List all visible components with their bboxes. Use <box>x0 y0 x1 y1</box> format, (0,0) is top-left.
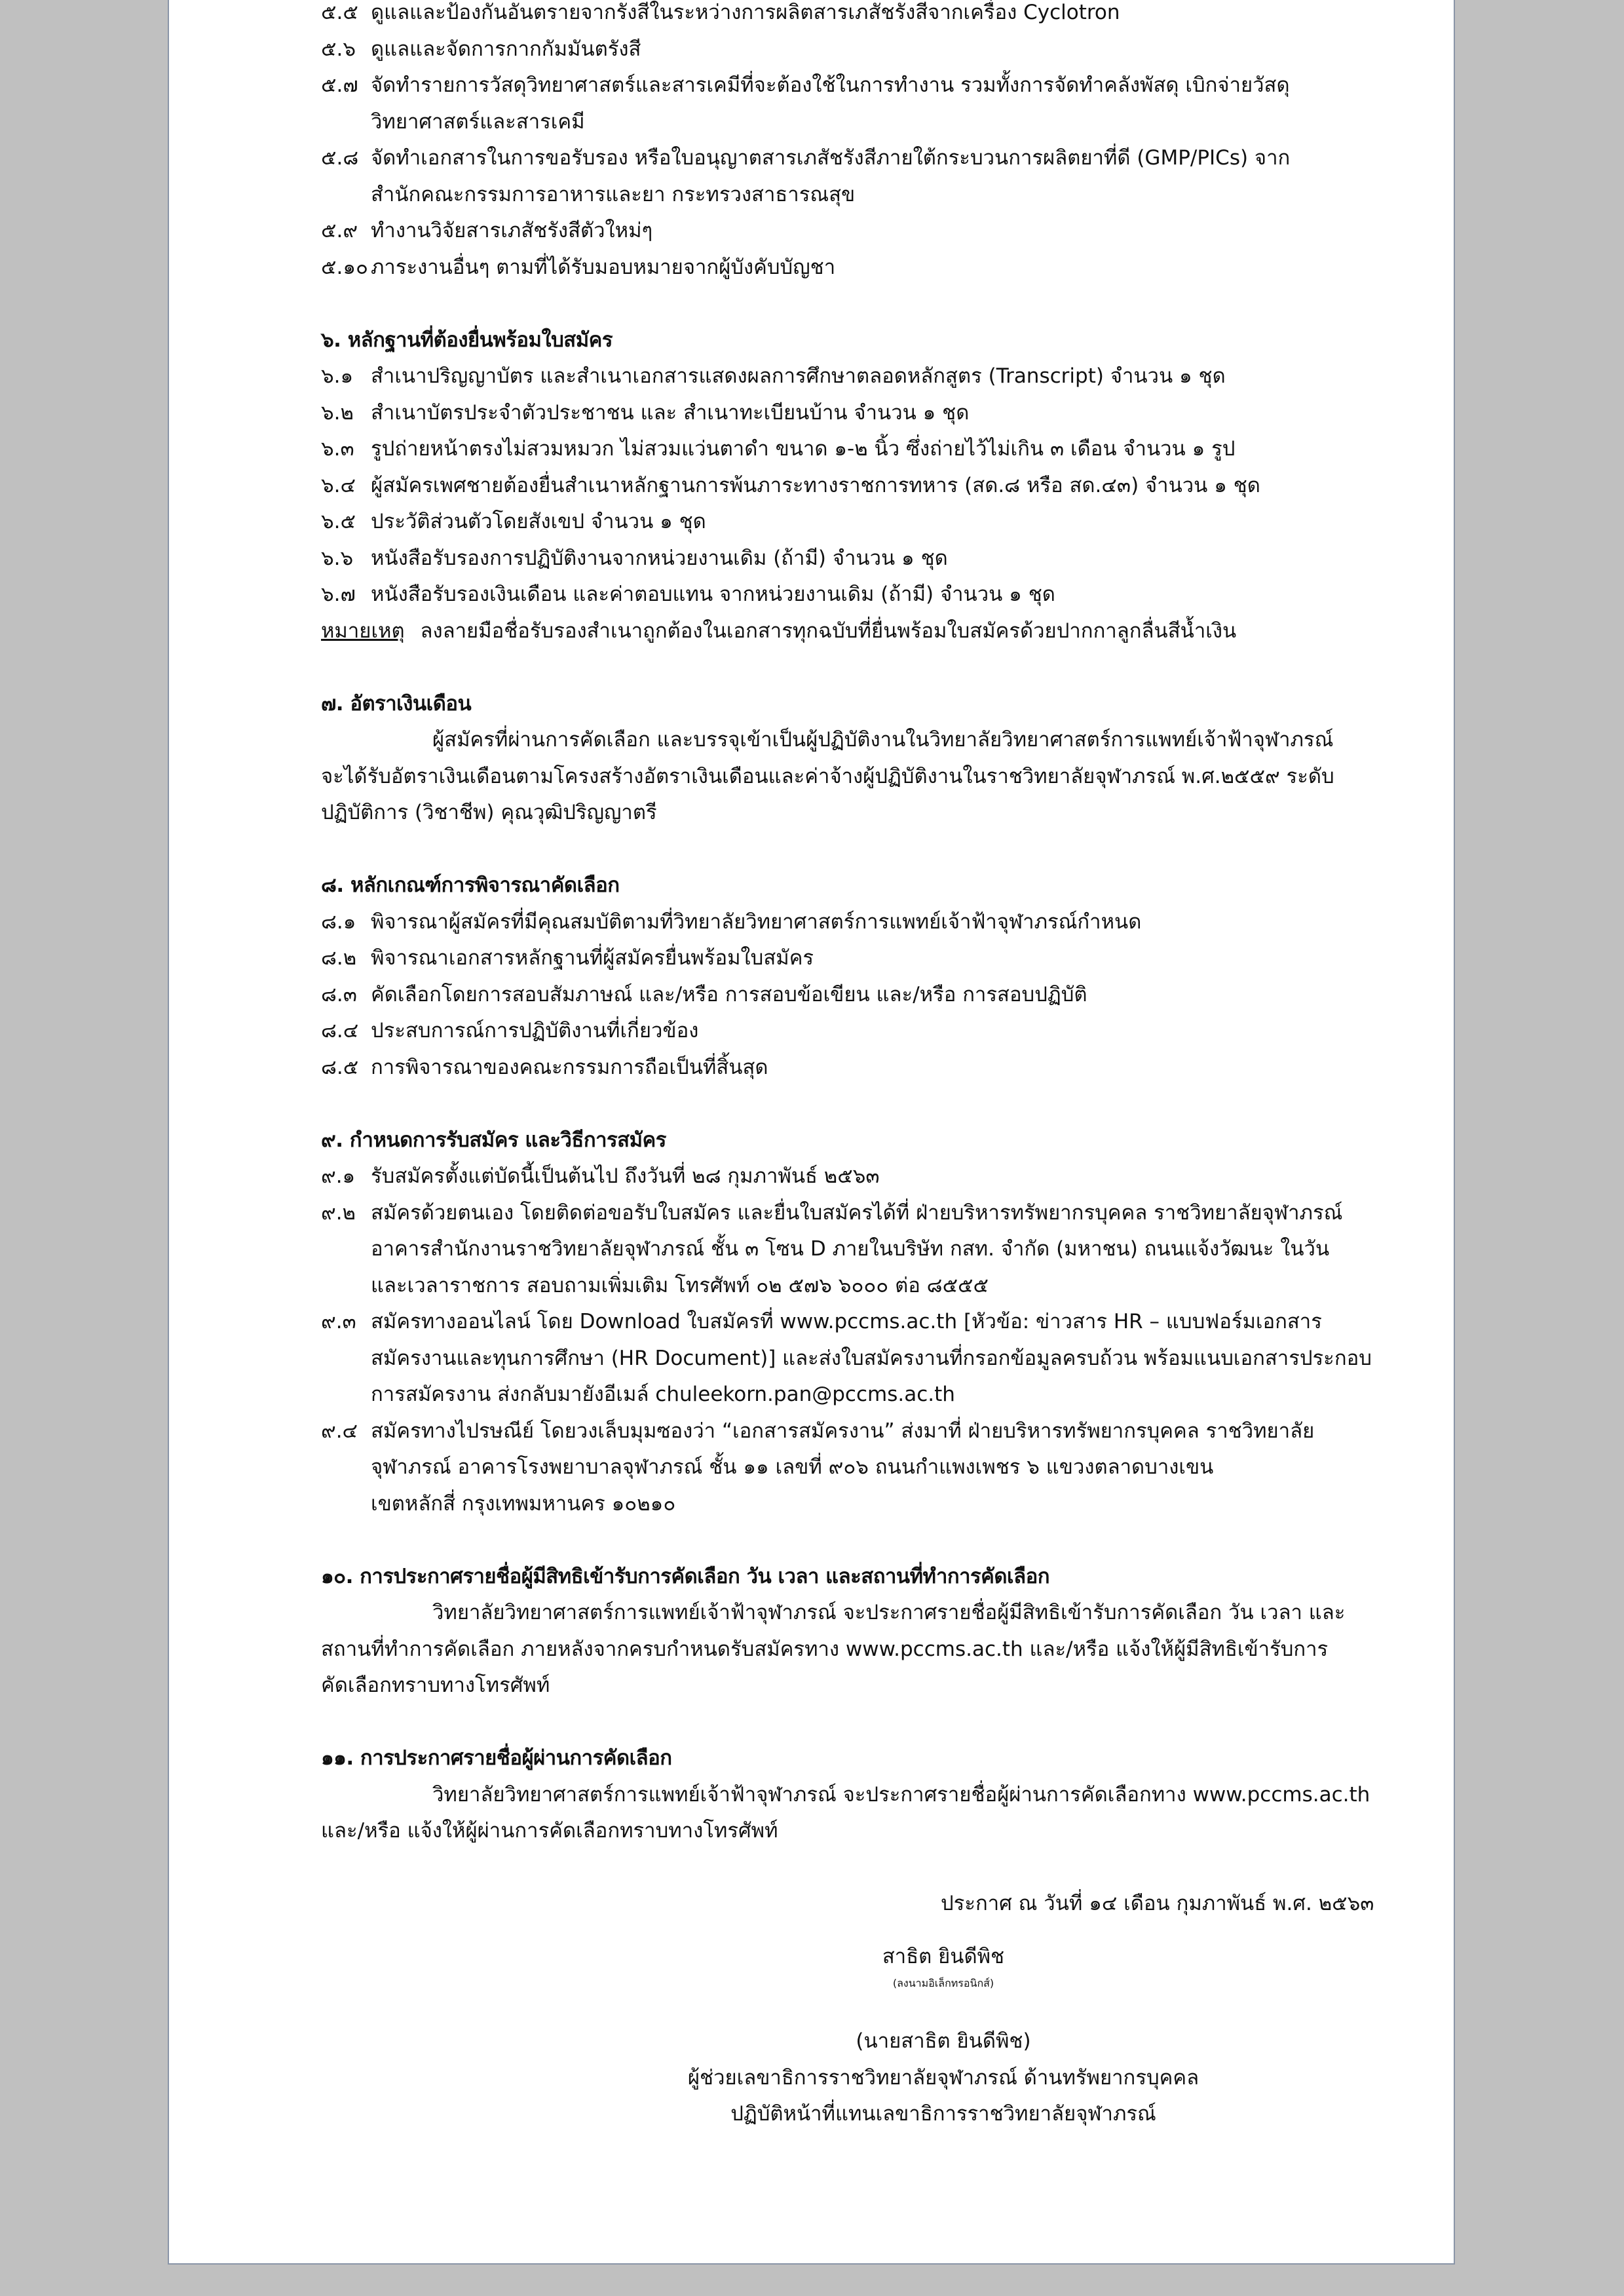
paragraph-line: ผู้สมัครที่ผ่านการคัดเลือก และบรรจุเข้าเป็นผู้ปฏิบัติงานในวิทยาลัยวิทยาศาสตร์การแพทย์เจ้าฟ้าจุฬาภรณ์ <box>432 728 1334 752</box>
item-text: ดูแลและป้องกันอันตรายจากรังสีในระหว่างการผลิตสารเภสัชรังสีจากเครื่อง Cyclotron <box>371 1 1120 24</box>
signer-block <box>321 1939 1382 1993</box>
item-text: การพิจารณาของคณะกรรมการถือเป็นที่สิ้นสุด <box>371 1055 768 1079</box>
item-text: จัดทำเอกสารในการขอรับรอง หรือใบอนุญาตสารเภสัชรังสีภายใต้กระบวนการผลิตยาที่ดี (GMP/PICs) จาก <box>371 146 1291 170</box>
list-item <box>321 1013 1382 1050</box>
section-6 <box>321 322 1382 650</box>
spacer <box>321 1704 1382 1741</box>
list-item <box>321 395 1382 432</box>
item-continuation: และเวลาราชการ สอบถามเพิ่มเติม โทรศัพท์ ๐๒ ๕๗๖ ๖๐๐๐ ต่อ ๘๕๕๕ <box>371 1273 989 1297</box>
item-text: พิจารณาผู้สมัครที่มีคุณสมบัติตามที่วิทยาลัยวิทยาศาสตร์การแพทย์เจ้าฟ้าจุฬาภรณ์กำหนด <box>371 909 1142 934</box>
item-number: ๘.๒ <box>321 946 357 970</box>
note-label: หมายเหตุ <box>321 619 405 643</box>
item-number: ๙.๒ <box>321 1200 356 1225</box>
item-continuation: สมัครงานและทุนการศึกษา (HR Document)] และส่งใบสมัครงานที่กรอกข้อมูลครบถ้วน พร้อมแนบเอกสารประกอบ <box>371 1346 1372 1370</box>
paragraph-line: วิทยาลัยวิทยาศาสตร์การแพทย์เจ้าฟ้าจุฬาภรณ์ จะประกาศรายชื่อผู้มีสิทธิเข้ารับการคัดเลือก วัน เวลา และ <box>432 1601 1346 1624</box>
paragraph-line: และ/หรือ แจ้งให้ผู้ผ่านการคัดเลือกทราบทางโทรศัพท์ <box>321 1819 778 1843</box>
item-number: ๖.๑ <box>321 364 354 388</box>
item-number: ๙.๓ <box>321 1310 356 1333</box>
paragraph-line: จะได้รับอัตราเงินเดือนตามโครงสร้างอัตราเงินเดือนและค่าจ้างผู้ปฏิบัติงานในราชวิทยาลัยจุฬาภรณ์ พ.ศ.๒๕๕๙ ระดับ <box>321 764 1334 788</box>
item-number: ๘.๓ <box>321 982 357 1006</box>
list-item <box>321 0 1382 31</box>
item-text: ทำงานวิจัยสารเภสัชรังสีตัวใหม่ๆ <box>371 219 653 242</box>
item-number: ๖.๖ <box>321 546 354 570</box>
item-text: สมัครทางออนไลน์ โดย Download ใบสมัครที่ www.pccms.ac.th [หัวข้อ: ข่าวสาร HR – แบบฟอร์มเอกสาร <box>371 1310 1322 1333</box>
spacer <box>321 649 1382 686</box>
list-item <box>321 504 1382 541</box>
paragraph-line: สถานที่ทำการคัดเลือก ภายหลังจากครบกำหนดรับสมัครทาง www.pccms.ac.th และ/หรือ แจ้งให้ผู้มีสิทธิเข้ารับการ <box>321 1637 1329 1661</box>
spacer <box>321 1086 1382 1122</box>
item-number: ๖.๒ <box>321 400 354 425</box>
document-page <box>168 0 1455 2265</box>
list-item <box>321 1050 1382 1086</box>
section-heading: ๑๑. การประกาศรายชื่อผู้ผ่านการคัดเลือก <box>321 1746 672 1770</box>
signed-name: สาธิต ยินดีพิช <box>882 1944 1005 1968</box>
item-text: สมัครด้วยตนเอง โดยติดต่อขอรับใบสมัคร และยื่นใบสมัครได้ที่ ฝ่ายบริหารทรัพยากรบุคคล ราชวิทยาลัยจุฬาภรณ์ <box>371 1200 1343 1225</box>
announcement-date: ประกาศ ณ วันที่ ๑๔ เดือน กุมภาพันธ์ พ.ศ. ๒๕๖๓ <box>941 1892 1374 1915</box>
section-heading: ๖. หลักฐานที่ต้องยื่นพร้อมใบสมัคร <box>321 328 613 352</box>
item-number: ๕.๖ <box>321 37 356 61</box>
note-line <box>321 613 1382 650</box>
list-item <box>321 1195 1382 1232</box>
paragraph-line: วิทยาลัยวิทยาศาสตร์การแพทย์เจ้าฟ้าจุฬาภรณ์ จะประกาศรายชื่อผู้ผ่านการคัดเลือกทาง www.pccms.ac.th <box>432 1782 1370 1807</box>
section-5-list <box>321 0 1382 286</box>
item-text: รับสมัครตั้งแต่บัดนี้เป็นต้นไป ถึงวันที่ ๒๘ กุมภาพันธ์ ๒๕๖๓ <box>371 1164 880 1188</box>
section-9 <box>321 1122 1382 1523</box>
section-10 <box>321 1559 1382 1704</box>
item-text: ประวัติส่วนตัวโดยสังเขป จำนวน ๑ ชุด <box>371 510 706 533</box>
item-text: สำเนาปริญญาบัตร และสำเนาเอกสารแสดงผลการศึกษาตลอดหลักสูตร (Transcript) จำนวน ๑ ชุด <box>371 364 1226 388</box>
list-item <box>321 541 1382 577</box>
item-number: ๘.๕ <box>321 1055 359 1079</box>
signer-position-2: ปฏิบัติหน้าที่แทนเลขาธิการราชวิทยาลัยจุฬาภรณ์ <box>730 2102 1156 2126</box>
list-item <box>321 1158 1382 1195</box>
item-text: ประสบการณ์การปฏิบัติงานที่เกี่ยวข้อง <box>371 1019 699 1043</box>
item-continuation: จุฬาภรณ์ อาคารโรงพยาบาลจุฬาภรณ์ ชั้น ๑๑ เลขที่ ๙๐๖ ถนนกำแพงเพชร ๖ แขวงตลาดบางเขน <box>371 1455 1214 1479</box>
electronic-signature-note: (ลงนามอิเล็กทรอนิกส์) <box>892 1977 994 1989</box>
item-text: จัดทำรายการวัสดุวิทยาศาสตร์และสารเคมีที่จะต้องใช้ในการทำงาน รวมทั้งการจัดทำคลังพัสดุ เบิกจ่ายวัสดุ <box>371 73 1290 97</box>
signer-full-name: (นายสาธิต ยินดีพิช) <box>856 2029 1031 2053</box>
list-item <box>321 1413 1382 1450</box>
item-text: ผู้สมัครเพศชายต้องยื่นสำเนาหลักฐานการพ้นภาระทางราชการทหาร (สด.๘ หรือ สด.๔๓) จำนวน ๑ ชุด <box>371 473 1260 497</box>
item-number: ๕.๘ <box>321 146 359 170</box>
document-content <box>321 0 1382 2133</box>
item-number: ๖.๔ <box>321 473 356 497</box>
item-number: ๕.๕ <box>321 1 358 24</box>
item-number: ๕.๙ <box>321 219 358 242</box>
list-item <box>321 431 1382 468</box>
item-text: ภาระงานอื่นๆ ตามที่ได้รับมอบหมายจากผู้บังคับบัญชา <box>371 255 836 279</box>
item-number: ๖.๗ <box>321 583 356 606</box>
list-item <box>321 940 1382 977</box>
list-item <box>321 140 1382 177</box>
section-heading: ๙. กำหนดการรับสมัคร และวิธีการสมัคร <box>321 1128 666 1152</box>
item-text: หนังสือรับรองการปฏิบัติงานจากหน่วยงานเดิม (ถ้ามี) จำนวน ๑ ชุด <box>371 546 948 570</box>
note-text: ลงลายมือชื่อรับรองสำเนาถูกต้องในเอกสารทุกฉบับที่ยื่นพร้อมใบสมัครด้วยปากกาลูกลื่นสีน้ำเงิน <box>420 619 1237 643</box>
item-text: สมัครทางไปรษณีย์ โดยวงเล็บมุมซองว่า “เอกสารสมัครงาน” ส่งมาที่ ฝ่ายบริหารทรัพยากรบุคคล ราชวิทยาลัย <box>371 1419 1315 1443</box>
item-continuation: การสมัครงาน ส่งกลับมายังอีเมล์ chuleekorn.pan@pccms.ac.th <box>371 1383 955 1406</box>
item-number: ๙.๔ <box>321 1419 358 1443</box>
spacer <box>321 1850 1382 1886</box>
item-text: หนังสือรับรองเงินเดือน และค่าตอบแทน จากหน่วยงานเดิม (ถ้ามี) จำนวน ๑ ชุด <box>371 583 1055 606</box>
list-item <box>321 577 1382 613</box>
spacer <box>321 832 1382 868</box>
section-8 <box>321 868 1382 1086</box>
list-item <box>321 1304 1382 1341</box>
item-text: พิจารณาเอกสารหลักฐานที่ผู้สมัครยื่นพร้อมใบสมัคร <box>371 946 814 970</box>
list-item <box>321 67 1382 104</box>
item-continuation: อาคารสำนักงานราชวิทยาลัยจุฬาภรณ์ ชั้น ๓ โซน D ภายในบริษัท กสท. จำกัด (มหาชน) ถนนแจ้งวัฒนะ ในวัน <box>371 1237 1330 1261</box>
section-heading: ๘. หลักเกณฑ์การพิจารณาคัดเลือก <box>321 873 620 897</box>
list-item <box>321 250 1382 286</box>
item-text: คัดเลือกโดยการสอบสัมภาษณ์ และ/หรือ การสอบข้อเขียน และ/หรือ การสอบปฏิบัติ <box>371 982 1087 1006</box>
item-text: ดูแลและจัดการกากกัมมันตรังสี <box>371 37 641 61</box>
list-item <box>321 977 1382 1014</box>
list-item <box>321 468 1382 505</box>
item-continuation: เขตหลักสี่ กรุงเทพมหานคร ๑๐๒๑๐ <box>371 1491 676 1516</box>
item-continuation: วิทยาศาสตร์และสารเคมี <box>371 109 585 134</box>
item-number: ๖.๓ <box>321 437 354 461</box>
spacer <box>321 286 1382 322</box>
item-number: ๕.๑๐ <box>321 255 368 279</box>
section-11 <box>321 1740 1382 1850</box>
signer-position-1: ผู้ช่วยเลขาธิการราชวิทยาลัยจุฬาภรณ์ ด้านทรัพยากรบุคคล <box>687 2065 1199 2090</box>
item-number: ๖.๕ <box>321 510 356 533</box>
item-number: ๘.๑ <box>321 909 356 934</box>
list-item <box>321 358 1382 395</box>
list-item <box>321 904 1382 941</box>
paragraph-line: คัดเลือกทราบทางโทรศัพท์ <box>321 1674 550 1697</box>
item-number: ๙.๑ <box>321 1164 356 1188</box>
item-text: สำเนาบัตรประจำตัวประชาชน และ สำเนาทะเบียนบ้าน จำนวน ๑ ชุด <box>371 400 970 425</box>
list-item <box>321 31 1382 68</box>
item-number: ๕.๗ <box>321 73 358 97</box>
item-continuation: สำนักคณะกรรมการอาหารและยา กระทรวงสาธารณสุข <box>371 182 856 206</box>
paragraph-line: ปฏิบัติการ (วิชาชีพ) คุณวุฒิปริญญาตรี <box>321 801 657 824</box>
section-heading: ๑๐. การประกาศรายชื่อผู้มีสิทธิเข้ารับการคัดเลือก วัน เวลา และสถานที่ทำการคัดเลือก <box>321 1564 1050 1588</box>
item-text: รูปถ่ายหน้าตรงไม่สวมหมวก ไม่สวมแว่นตาดำ ขนาด ๑-๒ นิ้ว ซึ่งถ่ายไว้ไม่เกิน ๓ เดือน จำนวน ๑ รูป <box>371 437 1236 461</box>
signature-block <box>321 1886 1382 2133</box>
item-number: ๘.๔ <box>321 1019 359 1043</box>
section-heading: ๗. อัตราเงินเดือน <box>321 691 472 716</box>
spacer <box>321 1522 1382 1559</box>
list-item <box>321 213 1382 250</box>
section-7 <box>321 686 1382 832</box>
